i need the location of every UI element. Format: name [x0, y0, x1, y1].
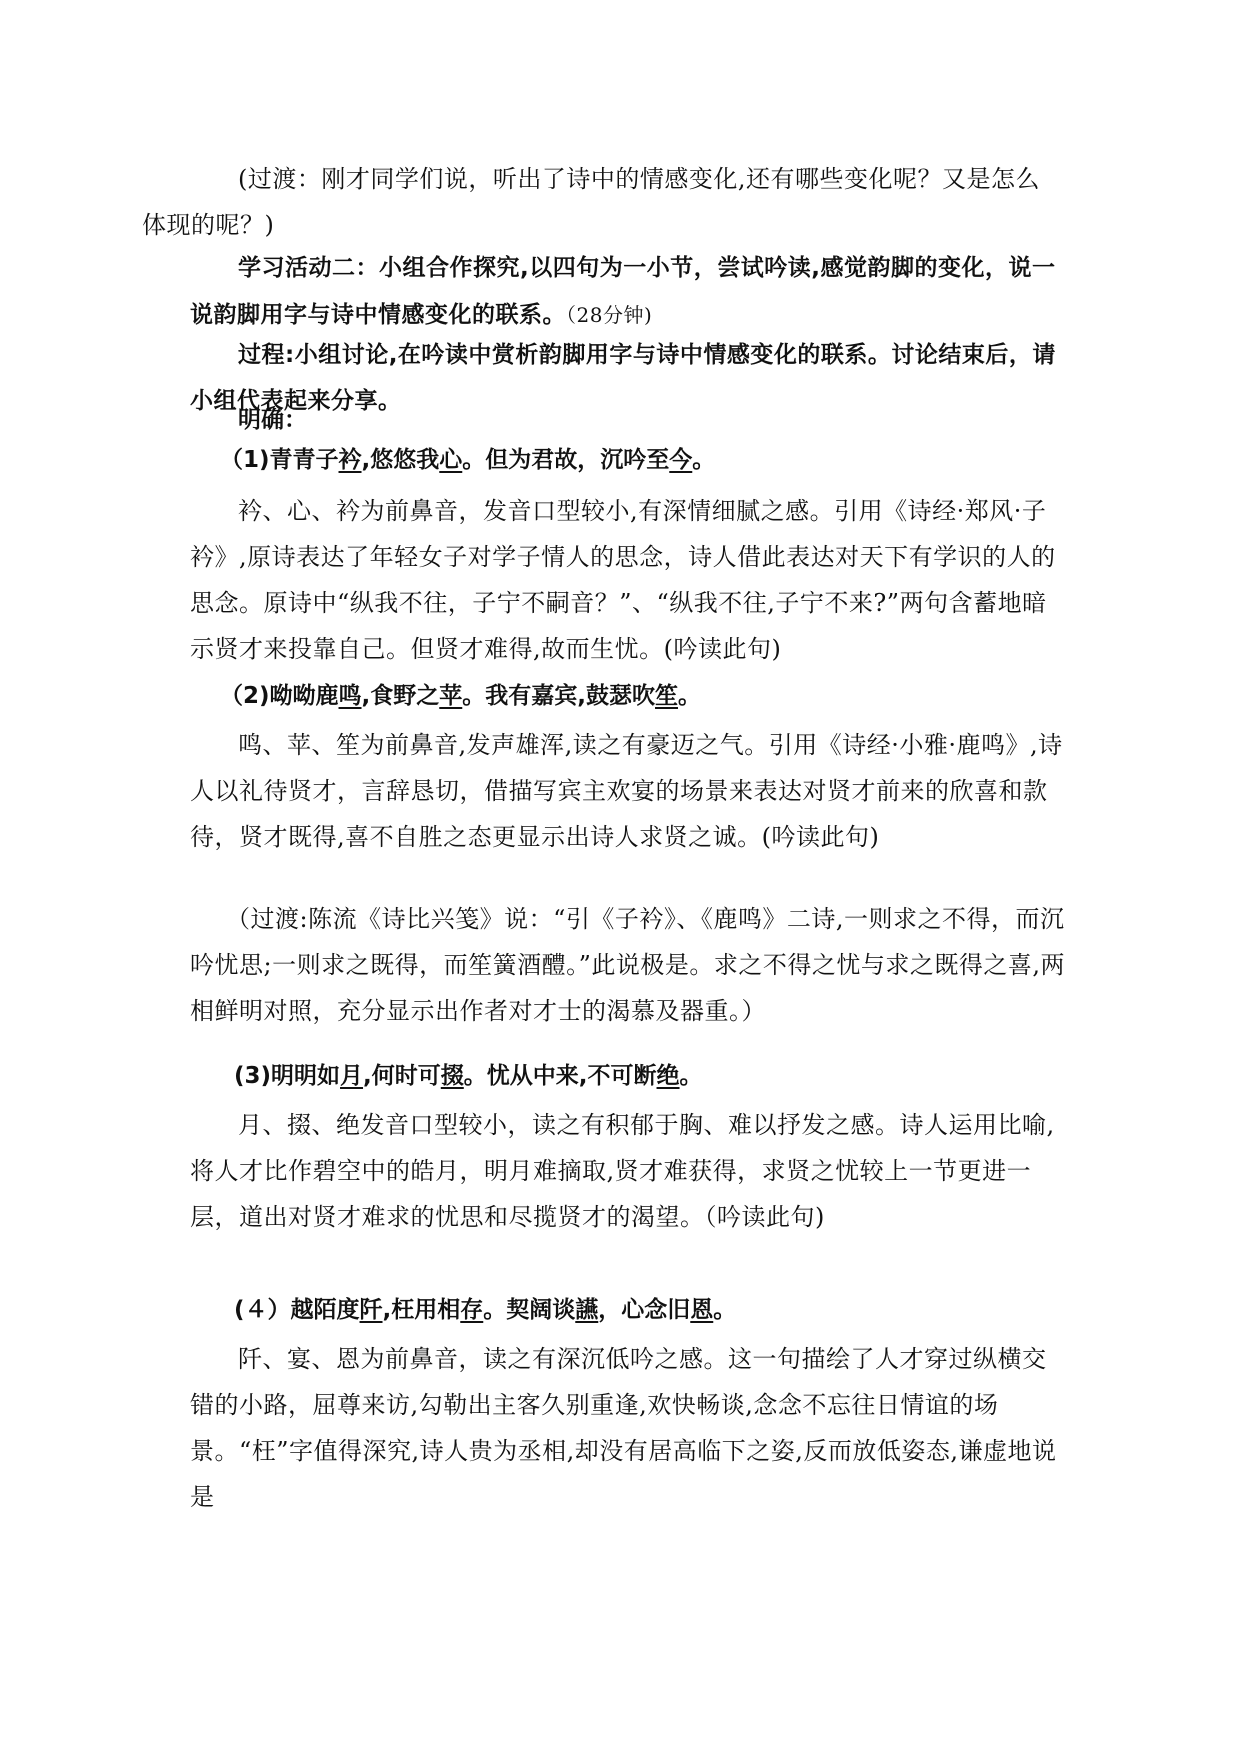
rhyme-word: 存	[460, 1297, 484, 1323]
rhyme-word: 笙	[655, 683, 679, 709]
section-2-heading	[220, 676, 701, 716]
rhyme-word: 心	[439, 447, 463, 473]
heading-text: 。但为君故，沉吟至	[462, 447, 670, 473]
rhyme-word: 今	[669, 447, 693, 473]
activity-two-duration: （28分钟)	[566, 303, 653, 327]
section-3-body: 月、掇、绝发音口型较小，读之有积郁于胸、难以抒发之感。诗人运用比喻,将人才比作碧空中的皓月，明月难摘取,贤才难获得，求贤之忧较上一节更进一层，道出对贤才难求的忧思和尽揽贤才的渴望。（吟读此句)	[190, 1111, 1055, 1231]
section-4-body: 阡、宴、恩为前鼻音，读之有深沉低吟之感。这一句描绘了人才穿过纵横交错的小路，屈尊来访,勾勒出主客久别重逢,欢快畅谈,念念不忘往日情谊的场景。“枉”字值得深究,诗人贵为丞相,却没有居高临下之姿,反而放低姿态,谦虚地说是	[190, 1345, 1057, 1511]
heading-text: ,何时可	[363, 1063, 441, 1089]
heading-text: 。	[713, 1297, 737, 1323]
rhyme-word: 讌	[575, 1297, 599, 1323]
heading-text: ,悠悠我	[361, 447, 440, 473]
transition-line-2: 体现的呢？)	[142, 211, 275, 239]
transition-paragraph-2: （过渡:陈流《诗比兴笺》说：“引《子衿》、《鹿鸣》二诗,一则求之不得，而沉吟忧思;一则求之既得，而笙簧酒醴。”此说极是。求之不得之忧与求之既得之喜,两相鲜明对照，充分显示出作者对才士的渴慕及器重。）	[190, 905, 1065, 1025]
section-1-body: 衿、心、衿为前鼻音，发音口型较小,有深情细腻之感。引用《诗经·郑风·子衿》,原诗表达了年轻女子对学子情人的思念，诗人借此表达对天下有学识的人的思念。原诗中“纵我不往，子宁不嗣音？”、“纵我不往,子宁不来?”两句含蓄地暗示贤才来投靠自己。但贤才难得,故而生忧。(吟读此句)	[190, 497, 1056, 663]
heading-text: (４）越陌度	[234, 1297, 360, 1323]
heading-text: 。忧从中来,不可断	[463, 1063, 657, 1089]
heading-text: （2)呦呦鹿	[220, 683, 339, 709]
rhyme-word: 衿	[338, 447, 362, 473]
section-2-body: 鸣、苹、笙为前鼻音,发声雄浑,读之有豪迈之气。引用《诗经·小雅·鹿鸣》,诗人以礼待贤才，言辞恳切，借描写宾主欢宴的场景来表达对贤才前来的欣喜和款待，贤才既得,喜不自胜之态更显示出诗人求贤之诚。(吟读此句)	[190, 731, 1063, 851]
process-paragraph: 过程:小组讨论,在吟读中赏析韵脚用字与诗中情感变化的联系。讨论结束后，请小组代表起来分享。	[190, 342, 1056, 414]
section-3-heading	[234, 1056, 703, 1096]
transition-line-1: (过渡：刚才同学们说，听出了诗中的情感变化,还有哪些变化呢？又是怎么	[238, 165, 1040, 193]
rhyme-word: 苹	[439, 683, 463, 709]
heading-text: ,枉用相	[382, 1297, 461, 1323]
heading-text: ,食野之	[361, 683, 440, 709]
activity-two-paragraph	[190, 244, 1070, 338]
rhyme-word: 恩	[690, 1297, 714, 1323]
heading-text: 。契阔谈	[483, 1297, 576, 1323]
heading-text: (3)明明如	[234, 1063, 341, 1089]
heading-text: ，心念旧	[598, 1297, 691, 1323]
rhyme-word: 鸣	[338, 683, 362, 709]
section-4-heading	[234, 1290, 736, 1330]
heading-text: 。	[679, 1063, 703, 1089]
heading-text: 。	[678, 683, 702, 709]
heading-text: （1)青青子	[220, 447, 339, 473]
activity-two-title: 学习活动二：小组合作探究,以四句为一小节，尝试吟读,感觉韵脚的变化，说一说韵脚用字与诗中情感变化的联系。	[190, 255, 1056, 328]
rhyme-word: 掇	[440, 1063, 464, 1089]
rhyme-word: 阡	[359, 1297, 383, 1323]
rhyme-word: 月	[340, 1063, 364, 1089]
section-1-heading	[220, 440, 715, 480]
heading-text: 。	[692, 447, 716, 473]
heading-text: 。我有嘉宾,鼓瑟吹	[462, 683, 656, 709]
transition-paragraph-1	[142, 156, 1070, 248]
rhyme-word: 绝	[656, 1063, 680, 1089]
clarify-label: 明确：	[238, 407, 307, 433]
